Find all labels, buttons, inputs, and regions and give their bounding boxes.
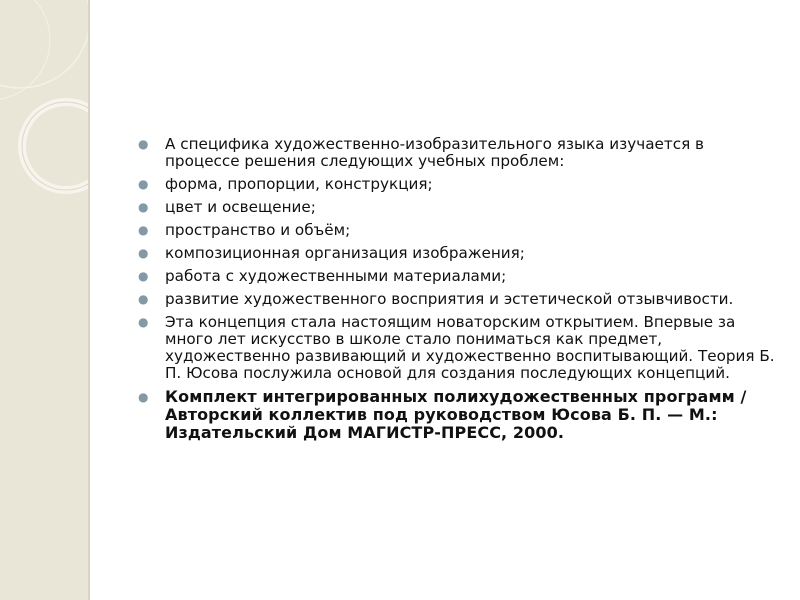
bullet-text: композиционная организация изображения; [165, 244, 525, 262]
circle-bullet-icon: ● [138, 246, 149, 260]
bullet-item [138, 222, 778, 239]
bullet-item [138, 314, 778, 382]
circle-bullet-icon: ● [138, 315, 149, 329]
circle-bullet-icon: ● [138, 137, 149, 151]
bullet-list [138, 136, 778, 448]
bullet-text: Комплект интегрированных полихудожественных программ / Авторский коллектив под руководством Юсова Б. П. — М.: Издательский Дом МАГИСТР-ПРЕСС, 2000. [165, 387, 747, 442]
bullet-text: развитие художественного восприятия и эстетической отзывчивости. [165, 290, 734, 308]
bullet-item [138, 268, 778, 285]
bullet-item [138, 245, 778, 262]
decorative-side-panel [0, 0, 88, 600]
circle-bullet-icon: ● [138, 177, 149, 191]
bullet-item [138, 291, 778, 308]
bullet-item-reference [138, 388, 778, 442]
bullet-text: А специфика художественно-изобразительного языка изучается в процессе решения следующих учебных проблем: [165, 135, 704, 170]
bullet-text: работа с художественными материалами; [165, 267, 507, 285]
bullet-text: форма, пропорции, конструкция; [165, 175, 433, 193]
bullet-text: Эта концепция стала настоящим новаторским открытием. Впервые за много лет искусство в школе стало пониматься как предмет, художественно развивающий и художественно воспитывающий. Теория Б. П. Юсова послужила основой для создания последующих концепций. [165, 313, 775, 382]
circle-bullet-icon: ● [138, 223, 149, 237]
bullet-text: пространство и объём; [165, 221, 351, 239]
circle-bullet-icon: ● [138, 390, 149, 404]
bullet-item [138, 136, 778, 170]
decorative-circles-graphic [0, 0, 88, 600]
bullet-text: цвет и освещение; [165, 198, 316, 216]
bullet-item [138, 176, 778, 193]
bullet-item [138, 199, 778, 216]
circle-bullet-icon: ● [138, 200, 149, 214]
circle-bullet-icon: ● [138, 292, 149, 306]
side-panel-divider [88, 0, 90, 600]
circle-bullet-icon: ● [138, 269, 149, 283]
